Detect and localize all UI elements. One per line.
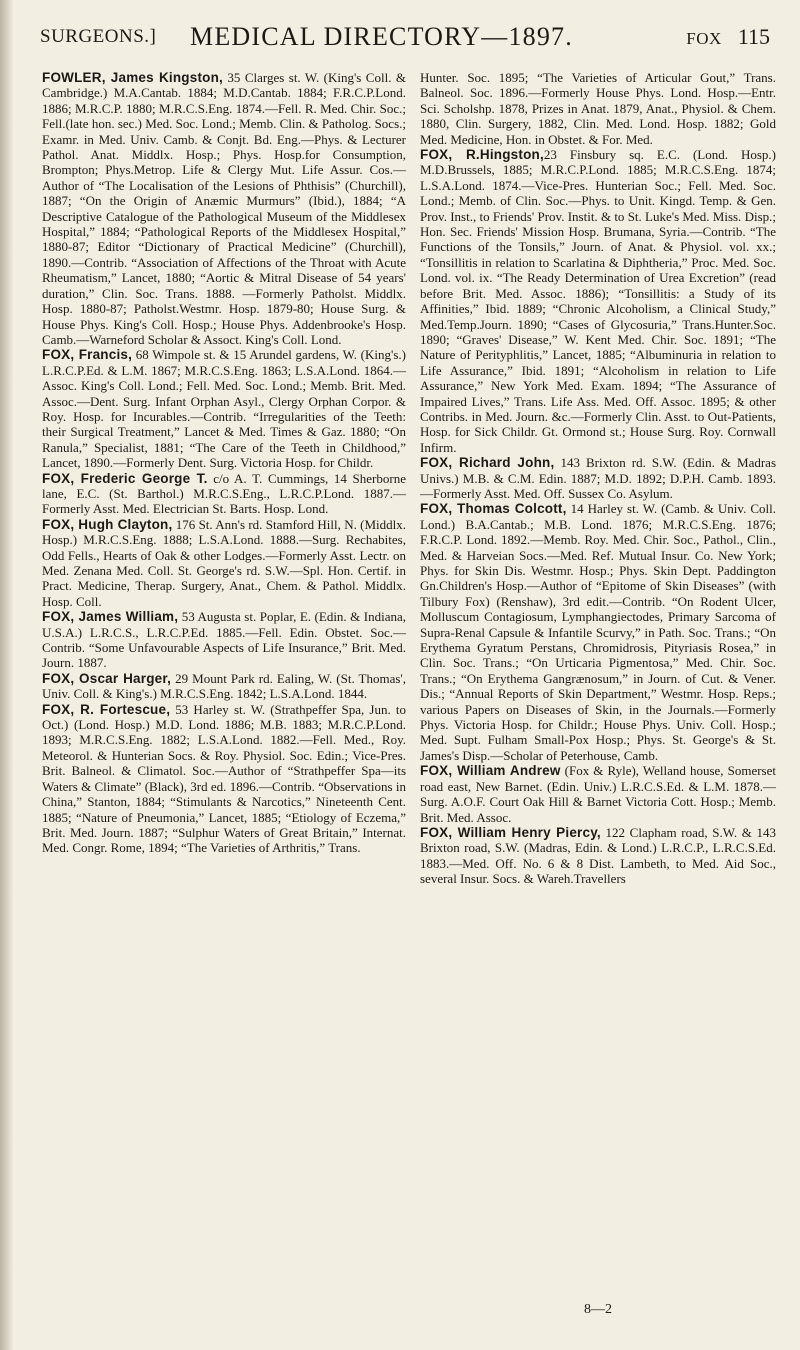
- page-number: 115: [737, 24, 770, 49]
- right-column: [420, 70, 776, 887]
- directory-entry: [42, 609, 406, 671]
- entry-name: FOX, Thomas Colcott,: [420, 501, 567, 517]
- book-gutter: [0, 0, 14, 1350]
- entry-name: FOWLER, James Kingston,: [42, 70, 223, 85]
- directory-entry: [42, 347, 406, 470]
- entry-name: FOX, Frederic George T.: [42, 470, 208, 486]
- running-label: FOX: [686, 29, 722, 48]
- entry-details: 14 Harley st. W. (Camb. & Univ. Coll. Lond.) B.A.Cantab.; M.B. Lond. 1876; M.R.C.S.Eng. 1876; F.R.C.P. Lond. 1892.—Memb. Roy. Med. Chir. Soc., Pathol., Clin., Med. & Harveian Socs.—Med. Ref. Mutual Insur. Co. New York; Phys. for Skin Dis. Westmr. Hosp.; Phys. Skin Dept. Paddington Gn.Children's Hosp.—Author of “Epitome of Skin Diseases” (with Tilbury Fox) (Renshaw), 3rd edit.—Contrib. “On Rodent Ulcer, Molluscum Contagiosum, Lymphangiectodes, Primary Sarcoma of Supra-Renal Capsule & Infantile Scurvy,” in Path. Soc. Trans.; “On Erythema Gyratum Perstans, Chromidrosis, Pityriasis Rosea,” in Clin. Soc. Trans.; “On Urticaria Pigmentosa,” Med. Chir. Soc. Trans.; “On Erythema Gangrænosum,” in Journ. of Cut. & Vener. Dis.; “Annual Reports of Skin Department,” Westmr. Hosp. Reps.; various Papers on Diseases of Skin, in the Journals.—Formerly Phys. Victoria Hosp. for Childr.; House Phys. Univ. Coll. Hosp.; Med. Supt. Fulham Small-Pox Hosp.; Phys. St. George's & St. James's Disp.—Scholar of Peterhouse, Camb.: [420, 501, 776, 763]
- entry-name: FOX, Hugh Clayton,: [42, 516, 173, 532]
- entry-details: (Fox & Ryle), Welland house, Somerset road east, New Barnet. (Edin. Univ.) L.R.C.S.Ed. & L.M. 1878.—Surg. A.O.F. Court Oak Hill & Barnet Victoria Cott. Hosp.; Memb. Brit. Med. Assoc.: [420, 763, 776, 825]
- directory-entry: [42, 702, 406, 856]
- directory-entry: [420, 825, 776, 887]
- page-title: MEDICAL DIRECTORY—1897.: [190, 22, 573, 51]
- directory-entry: [420, 501, 776, 763]
- entry-name: FOX, R.Hingston,: [420, 147, 544, 163]
- entry-details: 53 Augusta st. Poplar, E. (Edin. & Indiana, U.S.A.) L.R.C.S., L.R.C.P.Ed. 1885.—Fell. Edin. Obstet. Soc.—Contrib. “Some Unfavourable Aspects of Life Insurance,” Brit. Med. Journ. 1887.: [42, 609, 406, 671]
- directory-entry: [42, 671, 406, 702]
- entry-details: 143 Brixton rd. S.W. (Edin. & Madras Univs.) M.B. & C.M. Edin. 1887; M.D. 1892; D.P.H. Camb. 1893.—Formerly Asst. Med. Off. Sussex Co. Asylum.: [420, 455, 776, 501]
- entry-name: FOX, R. Fortescue,: [42, 701, 171, 717]
- continued-entry: Hunter. Soc. 1895; “The Varieties of Articular Gout,” Trans. Balneol. Soc. 1896.—Formerly House Phys. Lond. Hosp.—Entr. Sci. Scholshp. 1878, Prizes in Anat. 1879, Anat., Physiol. & Chem. 1880, Clin. Surgery, 1882, Clin. Med. Lond. Hosp. 1882; Gold Med. Medicine, Hon. in Obstet. & For. Med.: [420, 70, 776, 147]
- section-label: SURGEONS.]: [40, 26, 157, 47]
- directory-entry: [42, 70, 406, 347]
- directory-entry: [420, 147, 776, 455]
- left-column: [42, 70, 406, 856]
- right-column-entries: [420, 147, 776, 887]
- entry-name: FOX, William Andrew: [420, 763, 561, 779]
- entry-details: 35 Clarges st. W. (King's Coll. & Cambridge.) M.A.Cantab. 1884; M.D.Cantab. 1884; F.R.C.P.Lond. 1886; M.R.C.P. 1880; M.R.C.S.Eng. 1874.—Fell. R. Med. Chir. Soc.; Fell.(late hon. sec.) Med. Soc. Lond.; Memb. Clin. & Patholog. Socs.; Examr. in Med. Univ. Camb. & Conjt. Bd. Eng.—Phys. & Lecturer Pathol. Anat. Middlx. Hosp.; Phys. Hosp.for Consumption, Brompton; Phys.Metrop. Life & Clergy Mut. Life Assur. Cos.—Author of “The Localisation of the Lesions of Phthisis” (Churchill), 1887; “On the Origin of Anæmic Murmurs” (Ibid.), 1884; “A Descriptive Catalogue of the Pathological Museum of the Middlesex Hospital,” 1884; “Pathological Reports of the Middlesex Hospital,” 1880-87; Editor “Dictionary of Practical Medicine” (Churchill), 1890.—Contrib. “Association of Affections of the Throat with Acute Rheumatism,” Lancet, 1880; “Aortic & Mitral Disease of 54 years' duration,” Clin. Soc. Trans. 1888. —Formerly Patholst. Middlx. Hosp. 1880-87; Patholst.Westmr. Hosp. 1879-80; House Surg. & House Phys. King's Coll. Hosp.; House Phys. Addenbrooke's Hosp. Camb.—Warneford Scholar & Assoct. King's Coll. Lond.: [42, 70, 406, 347]
- signature-mark: 8—2: [584, 1302, 612, 1317]
- directory-entry: [420, 455, 776, 501]
- directory-entry: [420, 763, 776, 825]
- entry-name: FOX, James William,: [42, 609, 179, 625]
- entry-details: 23 Finsbury sq. E.C. (Lond. Hosp.) M.D.Brussels, 1885; M.R.C.P.Lond. 1885; M.R.C.S.Eng. 1874; L.S.A.Lond. 1874.—Vice-Pres. Hunterian Soc.; Fell. Med. Soc. Lond.; Memb. of Clin. Soc.—Phys. to Unit. Kingd. Temp. & Gen. Prov. Inst., to Friends' Prov. Instit. & to St. Luke's Med. Miss. Disp.; Hon. Sec. Friends' Mission Hosp. Brumana, Syria.—Contrib. “The Functions of the Tonsils,” Journ. of Anat. & Physiol. vol. xx.; “Tonsillitis in relation to Scarlatina & Diphtheria,” Proc. Med. Soc. Lond. vol. ix. “The Ready Determination of Urea Excretion” (read before Brit. Med. Assoc. 1886); “Tonsillitis: a Study of its Affinities,” Ibid. 1889; “Chronic Alcoholism, a Clinical Study,” Med.Temp.Journ. 1890; “Cases of Glycosuria,” Trans.Hunter.Soc. 1890; “Graves' Disease,” W. Kent Med. Chir. Soc. 1891; “The Nature of Perityphlitis,” Lancet, 1885; “Albuminuria in relation to Life Assurance,” Ibid. 1891; “Alcoholism in relation to Life Assurance,” New York Med. Exam. 1894; “The Assurance of Impaired Lives,” Trans. Life Ass. Med. Off. Assoc. 1895; & other Contribs. in Med. Journ. &c.—Formerly Clin. Asst. to Out-Patients, Hosp. for Sick Childr. Gt. Ormond st.; House Surg. Roy. Cornwall Infirm.: [420, 147, 776, 455]
- entry-details: c/o A. T. Cummings, 14 Sherborne lane, E.C. (St. Barthol.) M.R.C.S.Eng., L.R.C.P.Lond. 1887.—Formerly Asst. Med. Electrician St. Barts. Hosp. Lond.: [42, 470, 406, 517]
- directory-entry: [42, 517, 406, 609]
- entry-name: FOX, Oscar Harger,: [42, 670, 172, 686]
- entry-name: FOX, Richard John,: [420, 455, 555, 471]
- entry-details: 122 Clapham road, S.W. & 143 Brixton road, S.W. (Madras, Edin. & Lond.) L.R.C.P., L.R.C.S.Ed. 1883.—Med. Off. No. 6 & 8 Dist. Lambeth, to Med. Aid Soc., several Insur. Socs. & Wareh.Travellers: [420, 824, 776, 887]
- entry-details: 53 Harley st. W. (Strathpeffer Spa, Jun. to Oct.) (Lond. Hosp.) M.D. Lond. 1886; M.B. 1883; M.R.C.P.Lond. 1893; M.R.C.S.Eng. 1882; L.S.A.Lond. 1882.—Fell. Med., Roy. Meteorol. & Hunterian Socs. & Roy. Physiol. Soc. Edin.; Vice-Pres. Brit. Balneol. & Climatol. Soc.—Author of “Strathpeffer Spa—its Waters & Climate” (Black), 3rd ed. 1896.—Contrib. “Observations in China,” Stanton, 1884; “Stimulants & Narcotics,” Nineteenth Cent. 1885; “Nature of Pneumonia,” Lancet, 1885; “Etiology of Eczema,” Brit. Med. Journ. 1887; “Sulphur Waters of Great Britain,” Internat. Med. Congr. Rome, 1894; “The Varieties of Arthritis,” Trans.: [42, 701, 406, 856]
- directory-entry: [42, 471, 406, 517]
- entry-name: FOX, Francis,: [42, 347, 133, 363]
- entry-name: FOX, William Henry Piercy,: [420, 824, 601, 840]
- header-right: [686, 24, 770, 50]
- running-header: [40, 22, 770, 56]
- entry-details: 29 Mount Park rd. Ealing, W. (St. Thomas', Univ. Coll. & King's.) M.R.C.S.Eng. 1842; L.S.A.Lond. 1844.: [42, 670, 406, 702]
- entry-details: 68 Wimpole st. & 15 Arundel gardens, W. (King's.) L.R.C.P.Ed. & L.M. 1867; M.R.C.S.Eng. 1863; L.S.A.Lond. 1864.—Assoc. King's Coll. Lond.; Fell. Med. Soc. Lond.; Memb. Brit. Med. Assoc.—Dent. Surg. Infant Orphan Asyl., Clergy Orphan Corpor. & Roy. Hosp. for Incurables.—Contrib. “Irregularities of the Teeth: their Surgical Treatment,” Lancet & Med. Times & Gaz. 1880; “On Ranula,” Specialist, 1881; “The Care of the Teeth in Childhood,” Lancet, 1890.—Formerly Dent. Surg. Victoria Hosp. for Childr.: [42, 347, 406, 471]
- entry-details: 176 St. Ann's rd. Stamford Hill, N. (Middlx. Hosp.) M.R.C.S.Eng. 1888; L.S.A.Lond. 1888.—Surg. Rechabites, Odd Fells., Hearts of Oak & other Lodges.—Formerly Asst. Lectr. on Med. Zenana Med. Coll. St. George's rd. S.W.—Spl. Hon. Certif. in Pract. Medicine, Therap. Surgery, Anat., Chem. & Pathol. Middlx. Hosp. Coll.: [42, 516, 406, 609]
